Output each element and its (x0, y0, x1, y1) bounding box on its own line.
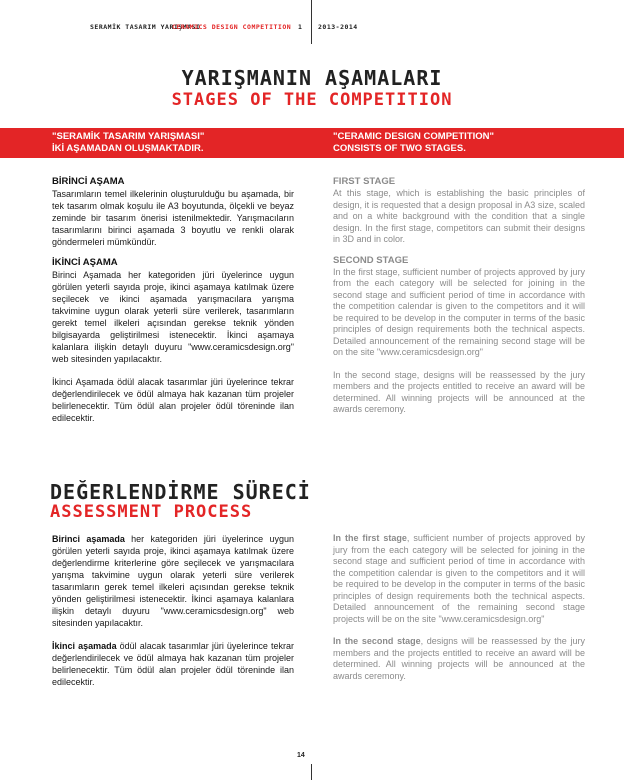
banner-right-line2: CONSISTS OF TWO STAGES. (333, 142, 466, 154)
section2-title-en: ASSESSMENT PROCESS (50, 502, 253, 522)
header-title-tr: SERAMİK TASARIM YARIŞMASI (90, 23, 201, 31)
header-issue: 1 (298, 23, 303, 31)
assessment-first-paragraph-tr (52, 533, 294, 629)
header-years: 2013-2014 (318, 23, 358, 31)
assessment-first-lead-en: In the first stage (333, 533, 407, 543)
second-stage-award-text-en: In the second stage, designs will be reassessed by the jury members and the projects entitled to receive an award will be determined. All winning projects will be announced at the awards ceremony. (333, 369, 585, 414)
assessment-second-text-tr: ödül alacak tasarımlar jüri üyelerince tekrar değerlendirilecek ve ödül almaya hak kazanan tüm projeler belirlenecektir. Tüm ödül alan projeler ödül töreninde ilan edilecektir. (52, 641, 294, 687)
assessment-second-lead-tr: İkinci aşamada (52, 641, 117, 651)
page-number: 14 (297, 752, 305, 759)
assessment-second-paragraph-tr (52, 640, 294, 688)
footer-divider (311, 764, 312, 780)
second-stage-heading-tr: İKİNCİ AŞAMA (52, 257, 118, 268)
first-stage-text-tr: Tasarımların temel ilkelerinin oluşturulduğu bu aşamada, bir tek tasarım olmak koşulu ile A3 boyutunda, ölçekli ve beyaz zeminde bir tasarım önerisi istenilmektedir. Yarışmacıların tasarımlarını birinci aşamada 3 boyutlu ve renkli olarak göndermeleri mümkündür. (52, 189, 294, 247)
banner-right-line1: "CERAMIC DESIGN COMPETITION" (333, 131, 495, 142)
header-title-en: CERAMICS DESIGN COMPETITION (172, 23, 292, 31)
section2-title-tr: DEĞERLENDİRME SÜRECİ (50, 480, 311, 504)
assessment-first-lead-tr: Birinci aşamada (52, 534, 125, 544)
first-stage-text-en: At this stage, which is establishing the basic principles of design, it is requested that a design proposal in A3 size, scaled and on a white background with the condition that a single design. In the first stage, competitors can submit their designs in 3D and in color. (333, 188, 585, 244)
assessment-first-text-en: , sufficient number of projects approved by jury from the each category will be selected for joining in the second stage and sufficient period of time in accordance with the competition calendar is given to the competitors and it will be required to be develop in the computer in terms of the basic principles of design requirements both the technical aspects. Detailed announcement of the remaining second stage projects will be on the site "www.ceramicsdesign.org" (333, 533, 585, 624)
assessment-second-lead-en: In the second stage (333, 636, 421, 646)
first-stage-heading-en: FIRST STAGE (333, 176, 396, 187)
banner-right (333, 131, 583, 154)
second-stage-award-text-tr: İkinci Aşamada ödül alacak tasarımlar jüri üyelerince tekrar değerlendirilecek ve ödül almaya hak kazanan tüm projeler belirlenecektir. Tüm ödül alan projeler ödül töreninde ilan edilecektir. (52, 377, 294, 423)
stages-left-column (52, 176, 294, 424)
stages-right-column (333, 176, 585, 416)
assessment-second-text-en: , designs will be reassessed by the jury members and the projects entitled to receive an award will be determined. All winning projects will be announced at the awards ceremony. (333, 636, 585, 681)
second-stage-text-tr: Birinci Aşamada her kategoriden jüri üyelerince uygun görülen yeterli sayıda proje, ikinci aşamaya katılmak üzere seçilecek ve ikinci aşamada yarışmacılara yarışma takvimine uygun olarak yeterli süre verilerek, tasarımların gerekt temel ilkeleri açısından gerekse teknik yönden bilgisayarda geliştirilmesi istenecektir. İkinci aşamaya kalanlara ilişkin detaylı duyuru "www.ceramicsdesign.org" web sitesinden yapılacaktır. (52, 270, 294, 364)
assessment-first-paragraph-en (333, 533, 585, 625)
banner-left-line2: İKİ AŞAMADAN OLUŞMAKTADIR. (52, 142, 204, 154)
banner-left-line1: "SERAMİK TASARIM YARIŞMASI" (52, 131, 205, 142)
second-stage-text-en: In the first stage, sufficient number of projects approved by jury from the each category will be selected for joining in the second stage and sufficient period of time in accordance with the competition calendar is given to the competitors and it will be required to be develop in the computer in terms of the basic principles of design requirements both the technical aspects. Detailed announcement of the remaining second stage will be on the site "www.ceramicsdesign.org" (333, 266, 585, 357)
assessment-right-column (333, 533, 585, 682)
assessment-first-text-tr: her kategoriden jüri üyelerince uygun görülen yeterli sayıda proje, ikinci aşamaya katılmak üzere değerlendirme kriterlerine göre seçilecek ve yarışmacılara yarışma takvimine uygun olarak yeterli süre verilerek tasarımların gerek temel ilkeleri açısından gerekse teknik yönden geliştirilmesi istenecektir. İkinci aşamaya kalanlara ilişkin detaylı duyuru "www.ceramicsdesign.org" web sitesinden yapılacaktır. (52, 534, 294, 628)
assessment-left-column (52, 533, 294, 688)
section1-title-tr: YARIŞMANIN AŞAMALARI (181, 66, 443, 90)
first-stage-heading-tr: BİRİNCİ AŞAMA (52, 176, 125, 187)
banner-left (52, 131, 302, 154)
section1-title-en: STAGES OF THE COMPETITION (171, 90, 453, 110)
header-divider (311, 0, 312, 44)
second-stage-heading-en: SECOND STAGE (333, 254, 409, 266)
assessment-second-paragraph-en (333, 636, 585, 682)
